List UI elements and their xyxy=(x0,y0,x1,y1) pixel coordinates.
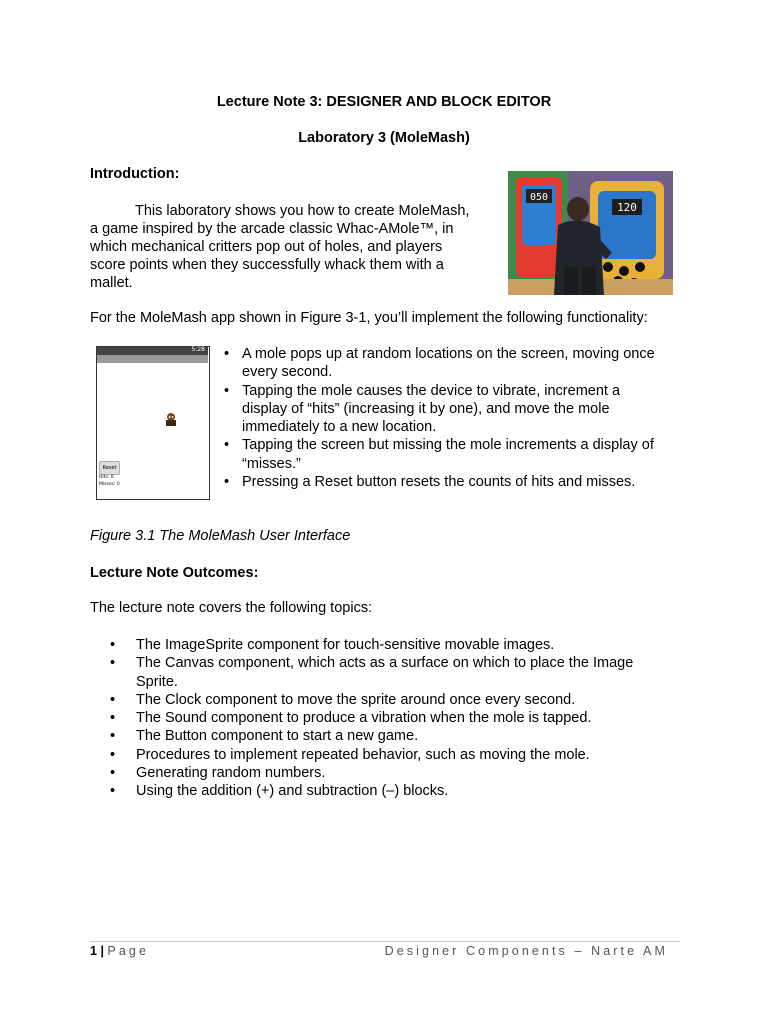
list-line: • Using the addition (+) and subtraction (–) blocks. xyxy=(136,783,449,800)
left-score-text: 050 xyxy=(529,192,549,203)
intro-line: which mechanical critters pop out of holes, and players xyxy=(90,239,443,255)
list-item xyxy=(136,746,633,764)
right-score-text: 120 xyxy=(617,201,637,214)
document-title: Lecture Note 3: DESIGNER AND BLOCK EDITOR xyxy=(216,94,552,110)
intro-line: This laboratory shows you how to create MoleMash, xyxy=(135,203,470,219)
phone-title-bar xyxy=(97,355,208,363)
list-item xyxy=(242,436,655,473)
status-time: 5:28 xyxy=(191,346,205,353)
list-item xyxy=(136,764,633,782)
list-item xyxy=(136,782,633,800)
list-item xyxy=(136,727,633,745)
list-item xyxy=(242,382,655,437)
list-item xyxy=(242,345,655,382)
footer-right-text: Designer Components – Narte AM xyxy=(384,944,668,958)
list-line: • Tapping the mole causes the device to vibrate, increment a xyxy=(242,382,621,399)
footer-page xyxy=(90,944,149,958)
list-line: • The Canvas component, which acts as a surface on which to place the Image xyxy=(136,655,634,672)
document-subtitle: Laboratory 3 (MoleMash) xyxy=(298,130,470,146)
intro-line: a game inspired by the arcade classic Whac-AMole™, in xyxy=(90,221,454,237)
arcade-photo-image xyxy=(508,171,673,295)
intro-line: mallet. xyxy=(90,275,133,291)
reset-button[interactable]: Reset xyxy=(99,461,120,475)
list-line: • Generating random numbers. xyxy=(136,765,326,782)
list-line: • Tapping the screen but missing the mole increments a display of xyxy=(242,437,654,454)
outcomes-list xyxy=(136,636,633,801)
list-line: • The Clock component to move the sprite around once every second. xyxy=(136,691,576,708)
page-word: Page xyxy=(107,944,150,958)
phone-screenshot xyxy=(96,346,210,500)
list-line: • Procedures to implement repeated behavior, such as moving the mole. xyxy=(136,746,590,763)
list-line: • A mole pops up at random locations on the screen, moving once xyxy=(242,346,655,362)
list-line: • The Sound component to produce a vibration when the mole is tapped. xyxy=(136,710,592,727)
list-line: display of “hits” (increasing it by one), and move the mole xyxy=(242,400,610,417)
list-item xyxy=(136,636,633,654)
intro-heading: Introduction: xyxy=(90,166,180,182)
list-line: • Pressing a Reset button resets the counts of hits and misses. xyxy=(242,474,636,491)
functionality-intro: For the MoleMash app shown in Figure 3-1, you’ll implement the following functionality: xyxy=(90,310,648,326)
hits-label: Hits: 0 xyxy=(99,475,114,480)
list-line: Sprite. xyxy=(136,673,178,690)
intro-line: score points when they successfully whack them with a xyxy=(90,257,444,273)
misses-label: Misses: 0 xyxy=(99,482,120,487)
outcomes-intro: The lecture note covers the following topics: xyxy=(90,600,373,616)
footer-rule xyxy=(90,941,680,942)
arcade-photo xyxy=(508,171,673,295)
list-line: • The ImageSprite component for touch-sensitive movable images. xyxy=(136,637,555,653)
list-line: “misses.” xyxy=(242,455,301,472)
list-item xyxy=(136,709,633,727)
list-line: every second. xyxy=(242,364,333,381)
feature-list xyxy=(242,345,655,491)
page-number: 1 xyxy=(90,944,97,958)
page-separator: | xyxy=(100,944,104,958)
phone-status-bar xyxy=(97,347,208,355)
figure-caption: Figure 3.1 The MoleMash User Interface xyxy=(90,528,351,544)
mole-icon[interactable] xyxy=(165,413,177,426)
list-item xyxy=(242,473,655,491)
list-item xyxy=(136,691,633,709)
list-line: immediately to a new location. xyxy=(242,419,437,436)
outcomes-heading: Lecture Note Outcomes: xyxy=(90,565,259,581)
list-line: • The Button component to start a new game. xyxy=(136,728,419,745)
list-item xyxy=(136,654,633,691)
